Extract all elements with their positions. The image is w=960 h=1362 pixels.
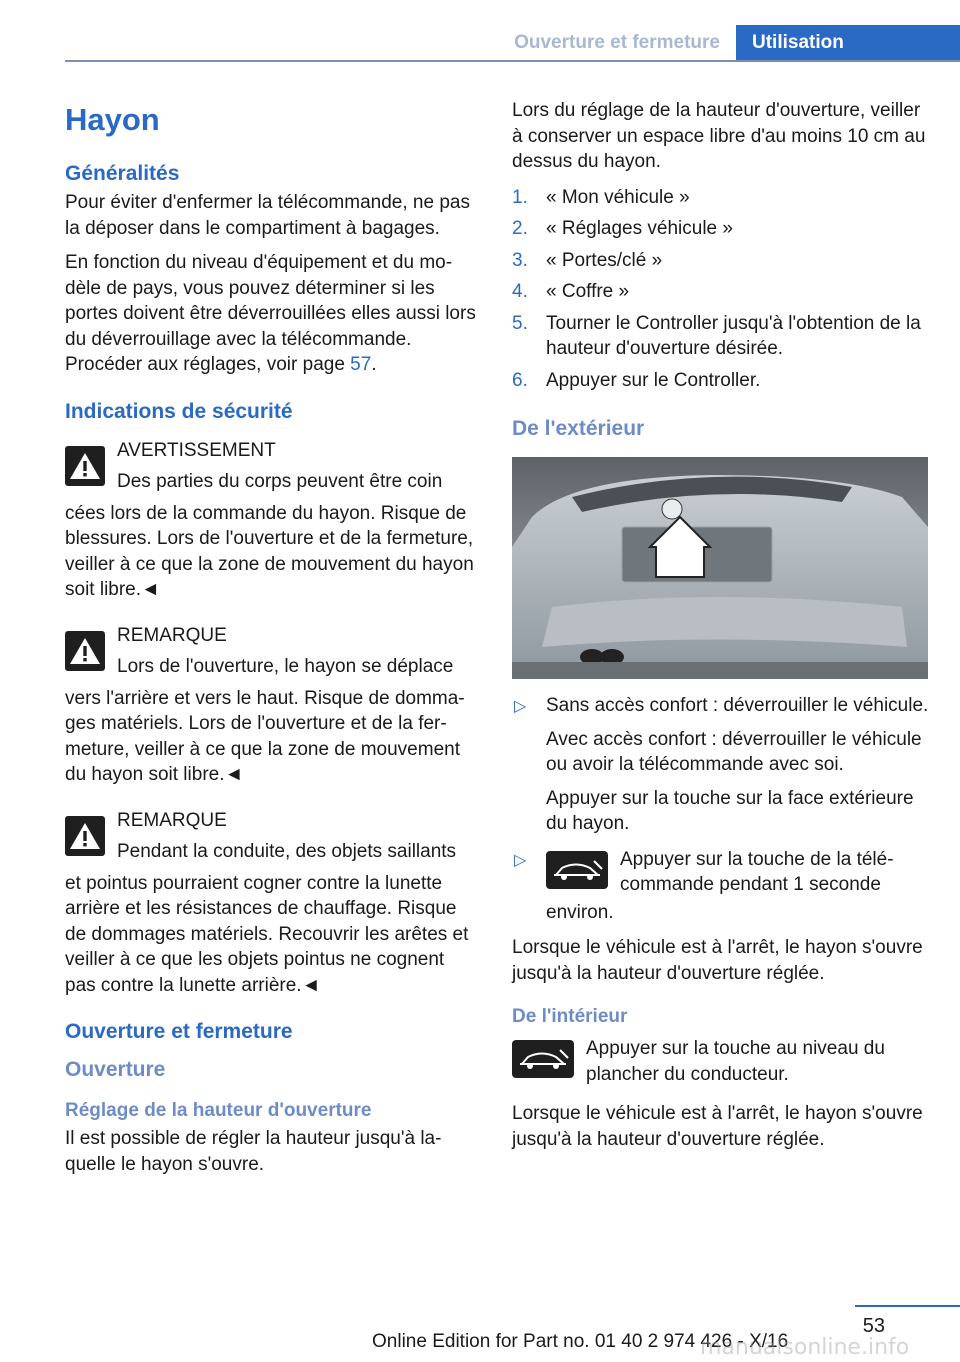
list-item	[512, 248, 930, 274]
step-text: Tourner le Controller jusqu'à l'obtention de la hauteur d'ouverture désirée.	[546, 312, 921, 359]
inside-after: Lorsque le véhicule est à l'arrêt, le hayon s'ouvre jusqu'à la hauteur d'ouverture réglée.	[512, 1103, 923, 1150]
bullet-text: Avec accès confort : déverrouiller le véhicule ou avoir la télécommande avec soi.	[546, 728, 922, 775]
warning-text: cées lors de la commande du hayon. Risque de blessures. Lors de l'ouverture et de la fermeture, veiller à ce que la zone de mouvement du hayon soit libre.◄	[65, 502, 474, 600]
safety-heading: Indications de sécurité	[65, 399, 293, 423]
outside-after: Lorsque le véhicule est à l'arrêt, le hayon s'ouvre jusqu'à la hauteur d'ouverture réglée.	[512, 937, 923, 984]
trunk-key-icon	[512, 1040, 574, 1078]
chapter-tab: Utilisation	[736, 25, 960, 61]
header-rule	[65, 60, 960, 62]
page-header	[0, 0, 960, 62]
triangle-bullet-icon: ▷	[514, 698, 527, 715]
page-title: Hayon	[65, 102, 160, 137]
notice-block	[65, 623, 477, 788]
warning-icon	[65, 816, 105, 856]
height-heading: Réglage de la hauteur d'ouverture	[65, 1100, 372, 1121]
footer-rule	[855, 1305, 960, 1307]
step-text: « Portes/clé »	[546, 249, 663, 271]
height-text: Il est possible de régler la hauteur jusqu'à laquelle le hayon s'ouvre.	[65, 1128, 442, 1175]
page-number: 53	[862, 1315, 885, 1337]
step-number: 1.	[512, 186, 528, 208]
step-number: 3.	[512, 249, 528, 271]
open-close-heading: Ouverture et fermeture	[65, 1020, 293, 1043]
bullet-text: Appuyer sur la touche de la télécommande pendant 1 seconde	[620, 848, 894, 895]
general-paragraph-2: En fonction du niveau d'équipement et du modèle de pays, vous pouvez déterminer si les portes doivent être déverrouillées elles aussi lors du déverrouillage avec la télécommande. Procéder aux réglages, voir page 57.	[65, 252, 476, 375]
page-link[interactable]: 57	[350, 354, 372, 375]
inside-heading: De l'intérieur	[512, 1006, 628, 1027]
list-item	[512, 279, 930, 305]
list-item	[512, 216, 930, 242]
step-number: 6.	[512, 369, 528, 391]
steps-list	[512, 185, 930, 394]
notice-line: Lors de l'ouverture, le hayon se déplace	[117, 656, 454, 677]
step-number: 2.	[512, 218, 528, 239]
list-item	[512, 368, 930, 394]
step-text: « Mon véhicule »	[546, 186, 690, 208]
warning-icon	[65, 631, 105, 671]
notice-block	[65, 808, 477, 999]
inside-text: Appuyer sur la touche au niveau du plancher du conducteur.	[586, 1038, 885, 1085]
intro-paragraph: Lors du réglage de la hauteur d'ouverture, veiller à conserver un espace libre d'au moins 10 cm au dessus du hayon.	[512, 100, 926, 172]
trunk-key-icon	[546, 851, 608, 889]
bullet-text: Sans accès confort : déverrouiller le véhicule.	[546, 695, 929, 716]
outside-heading: De l'extérieur	[512, 417, 645, 440]
bullet-text: Appuyer sur la touche sur la face extérieure du hayon.	[546, 787, 914, 834]
notice-text: vers l'arrière et vers le haut. Risque de dommages matériels. Lors de l'ouverture et de la fermeture, veiller à ce que la zone de mouvement du hayon soit libre.◄	[65, 687, 465, 785]
list-item	[512, 693, 930, 837]
general-paragraph-2-text: En fonction du niveau d'équipement et du modèle de pays, vous pouvez déterminer si les portes doivent être déverrouillées elles aussi lors du déverrouillage avec la télécommande. Procéder aux réglages, voir page	[65, 252, 476, 375]
watermark: manualsonline.info	[700, 1335, 910, 1360]
general-paragraph-1: Pour éviter d'enfermer la télécommande, ne pas la déposer dans le compartiment à bagages.	[65, 192, 470, 239]
step-text: « Coffre »	[546, 281, 630, 302]
notice-label: REMARQUE	[117, 809, 227, 831]
remote-key-row	[546, 847, 930, 898]
general-heading: Généralités	[65, 162, 180, 185]
opening-heading: Ouverture	[65, 1058, 166, 1081]
edition-text: Online Edition for Part no. 01 40 2 974 426 - X/16	[372, 1331, 789, 1352]
list-item	[512, 847, 930, 926]
list-item	[512, 311, 930, 362]
step-text: « Réglages véhicule »	[546, 218, 733, 239]
notice-text: et pointus pourraient cogner contre la lunette arrière et les résistances de chauffage. Risque de dommages matériels. Recouvrir les arêtes et veiller à ce que les objets pointus ne cognent pas contre la lunette arrière.◄	[65, 872, 469, 996]
car-rear-illustration	[512, 457, 928, 679]
warning-line: Des parties du corps peuvent être coin	[117, 471, 443, 492]
left-column	[65, 90, 477, 1186]
warning-label: AVERTISSEMENT	[117, 439, 276, 461]
notice-label: REMARQUE	[117, 624, 227, 646]
triangle-bullet-icon: ▷	[514, 851, 527, 869]
bullet-text: environ.	[546, 901, 614, 923]
list-item	[512, 185, 930, 211]
notice-line: Pendant la conduite, des objets saillants	[117, 841, 457, 862]
inside-key-row	[512, 1036, 930, 1087]
step-number: 5.	[512, 312, 528, 334]
car-rear-image	[512, 457, 928, 679]
step-number: 4.	[512, 281, 528, 302]
step-text: Appuyer sur le Controller.	[546, 369, 761, 391]
warning-block	[65, 438, 477, 603]
right-column	[512, 90, 930, 1161]
section-tab: Ouverture et fermeture	[514, 32, 720, 53]
warning-icon	[65, 446, 105, 486]
